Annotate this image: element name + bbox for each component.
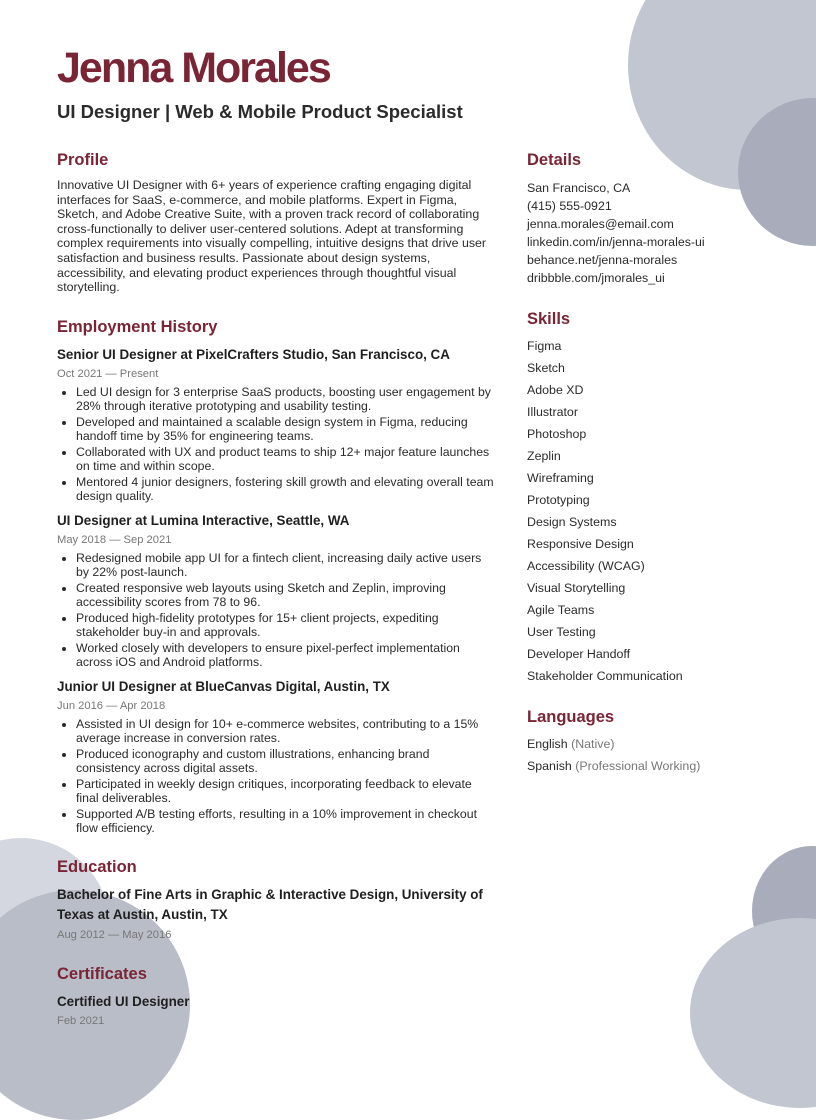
skill-item: Accessibility (WCAG) [527, 559, 645, 573]
skill-item: Stakeholder Communication [527, 669, 683, 683]
education-section [57, 857, 497, 942]
skill-item: Photoshop [527, 427, 587, 441]
profile-summary: Innovative UI Designer with 6+ years of experience crafting engaging digital interfaces for SaaS, e-commerce, and mobile platforms. Expert in Figma, Sketch, and Adobe Creative Suite, with a proven track record of collaborating cross-functionally to deliver user-centered solutions. Adept at transforming complex requirements into visually compelling, intuitive designs that drive user satisfaction and business results. Passionate about design systems, accessibility, and elevating product experiences through thoughtful visual storytelling. [57, 178, 487, 295]
detail-dribbble[interactable]: dribbble.com/jmorales_ui [527, 271, 665, 285]
language-name: Spanish [527, 759, 572, 773]
details-list [527, 179, 787, 287]
languages-list [527, 733, 787, 777]
skill-item: Illustrator [527, 405, 578, 419]
section-title: Profile [57, 151, 109, 169]
skill-item: Design Systems [527, 515, 617, 529]
skill-item: Zeplin [527, 449, 561, 463]
job-bullet: • Created responsive web layouts using Sketch and Zeplin, improving accessibility scores from 78 to 96. [76, 581, 497, 609]
section-title: Languages [527, 708, 615, 726]
detail-phone[interactable]: (415) 555-0921 [527, 199, 612, 213]
section-title: Certificates [57, 964, 147, 983]
job-entry [57, 678, 497, 835]
job-bullet: • Produced high-fidelity prototypes for 15+ client projects, expediting stakeholder buy-in and approvals. [76, 611, 497, 639]
section-title: Details [527, 151, 582, 169]
job-bullets [57, 717, 497, 835]
profile-section [57, 150, 497, 295]
skill-item: Visual Storytelling [527, 581, 626, 595]
job-bullet: • Redesigned mobile app UI for a fintech client, increasing daily active users by 22% post-launch. [76, 551, 497, 579]
certificates-section [57, 964, 497, 1028]
job-dates: Jun 2016 — Apr 2018 [57, 699, 166, 712]
main-column [57, 150, 497, 1028]
job-bullet: • Collaborated with UX and product teams to ship 12+ major feature launches on time and within scope. [76, 445, 497, 473]
skill-item: Prototyping [527, 493, 590, 507]
language-level: (Professional Working) [575, 759, 701, 773]
detail-location: San Francisco, CA [527, 181, 631, 195]
detail-behance[interactable]: behance.net/jenna-morales [527, 253, 678, 267]
job-bullet: • Participated in weekly design critiques, incorporating feedback to elevate final deliverables. [76, 777, 497, 805]
job-title: UI Designer at Lumina Interactive, Seattle, WA [57, 512, 350, 528]
language-item [527, 755, 787, 777]
section-title: Employment History [57, 317, 218, 336]
skill-item: Sketch [527, 361, 565, 375]
candidate-headline: UI Designer | Web & Mobile Product Specialist [57, 101, 463, 122]
candidate-name: Jenna Morales [57, 44, 330, 92]
skill-item: Adobe XD [527, 383, 584, 397]
language-name: English [527, 737, 568, 751]
sidebar-column [527, 150, 787, 777]
job-bullet: • Led UI design for 3 enterprise SaaS products, boosting user engagement by 28% through iterative prototyping and usability testing. [76, 385, 497, 413]
certificate-name: Certified UI Designer [57, 993, 190, 1009]
detail-email[interactable]: jenna.morales@email.com [527, 217, 674, 231]
skill-item: User Testing [527, 625, 596, 639]
skill-item: Developer Handoff [527, 647, 631, 661]
job-entry [57, 512, 497, 669]
education-dates: Aug 2012 — May 2016 [57, 928, 172, 941]
job-bullet: • Supported A/B testing efforts, resulting in a 10% improvement in checkout flow efficiency. [76, 807, 497, 835]
job-bullets [57, 551, 497, 669]
job-dates: Oct 2021 — Present [57, 367, 159, 380]
degree-title: Bachelor of Fine Arts in Graphic & Interactive Design, University of Texas at Austin, Austin, TX [57, 886, 483, 922]
skill-item: Wireframing [527, 471, 594, 485]
job-bullet: • Worked closely with developers to ensure pixel-perfect implementation across iOS and Android platforms. [76, 641, 497, 669]
job-title: Senior UI Designer at PixelCrafters Studio, San Francisco, CA [57, 346, 450, 362]
job-bullet: • Mentored 4 junior designers, fostering skill growth and elevating overall team design quality. [76, 475, 497, 503]
skill-item: Figma [527, 339, 562, 353]
job-title: Junior UI Designer at BlueCanvas Digital, Austin, TX [57, 678, 390, 694]
decorative-circle [690, 918, 816, 1108]
language-item [527, 733, 787, 755]
job-dates: May 2018 — Sep 2021 [57, 533, 172, 546]
skill-item: Responsive Design [527, 537, 634, 551]
job-entry [57, 346, 497, 503]
detail-linkedin[interactable]: linkedin.com/in/jenna-morales-ui [527, 235, 705, 249]
job-bullet: • Assisted in UI design for 10+ e-commerce websites, contributing to a 15% average increase in conversion rates. [76, 717, 497, 745]
job-bullet: • Produced iconography and custom illustrations, enhancing brand consistency across digital assets. [76, 747, 497, 775]
languages-section [527, 707, 787, 777]
job-bullet: • Developed and maintained a scalable design system in Figma, reducing handoff time by 35% for engineering teams. [76, 415, 497, 443]
job-bullets [57, 385, 497, 503]
certificate-date: Feb 2021 [57, 1014, 105, 1027]
section-title: Education [57, 857, 137, 876]
skills-list [527, 335, 787, 687]
details-section [527, 150, 787, 287]
language-level: (Native) [571, 737, 615, 751]
section-title: Skills [527, 310, 571, 328]
skill-item: Agile Teams [527, 603, 595, 617]
skills-section [527, 309, 787, 687]
employment-section [57, 317, 497, 835]
